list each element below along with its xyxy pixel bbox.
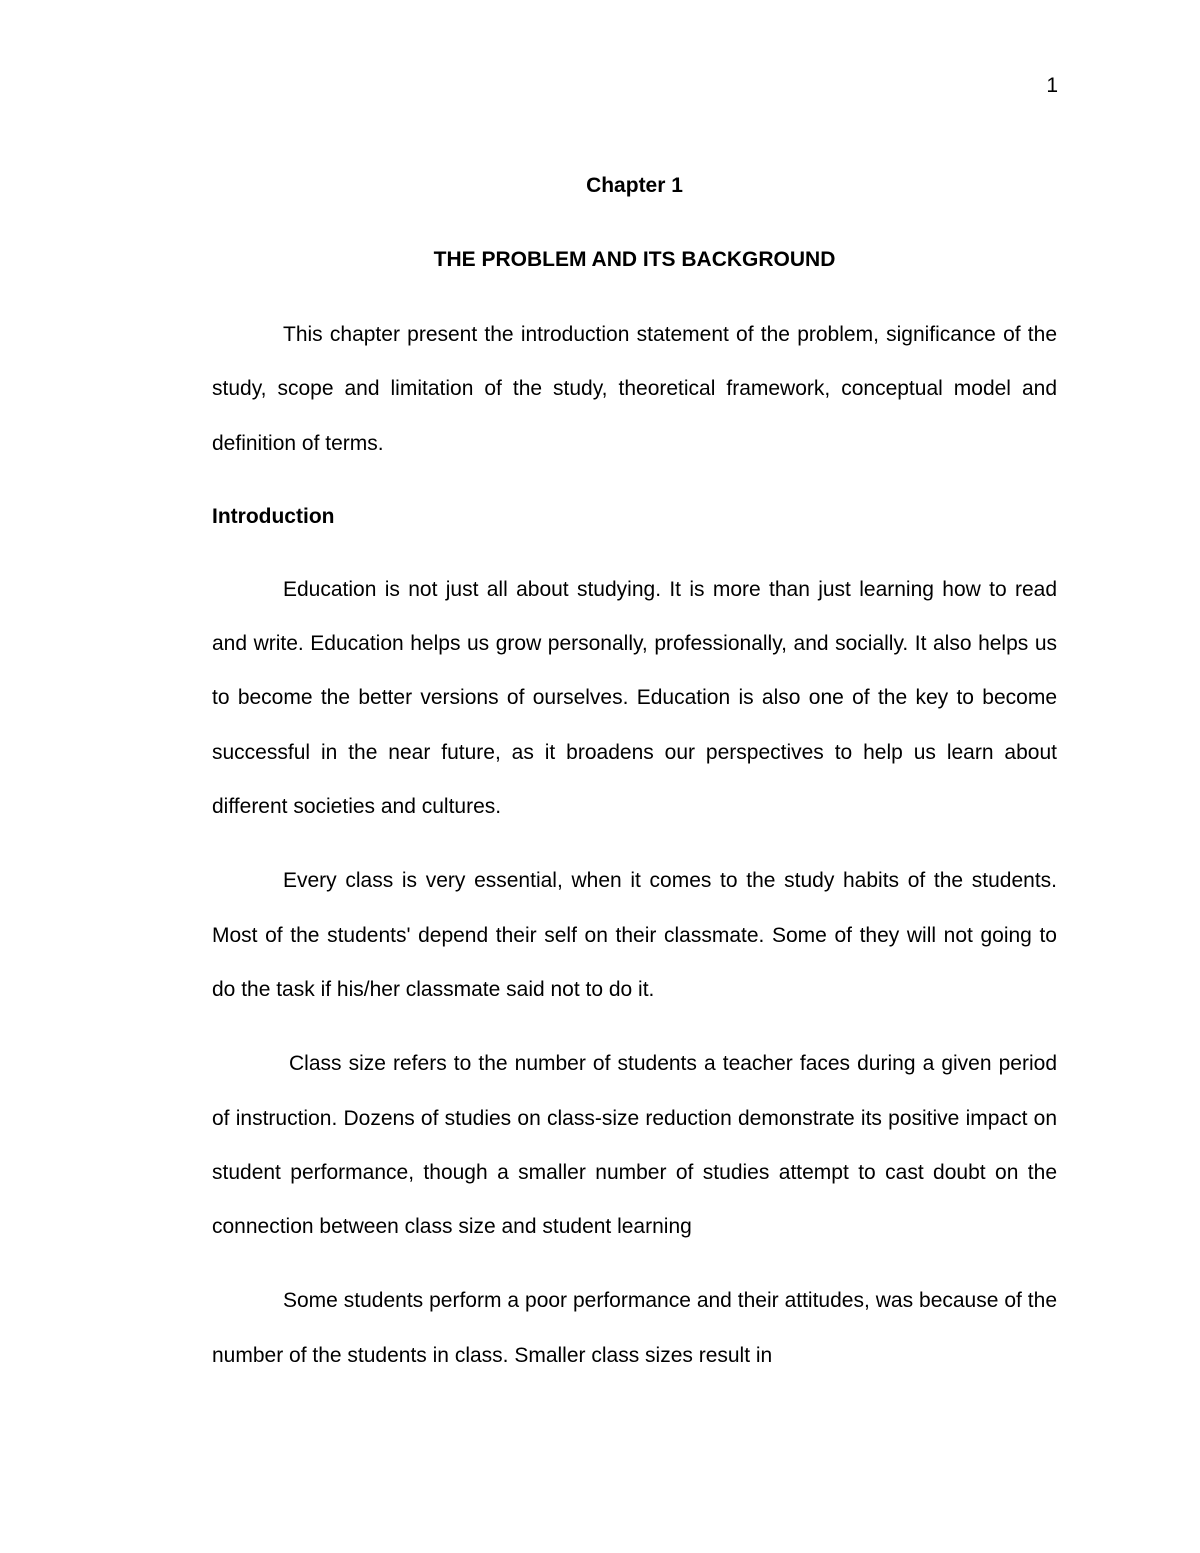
chapter-intro-paragraph: This chapter present the introduction statement of the problem, significance of the study, scope and limitation of the study, theoretical framework, conceptual model and definition of terms. bbox=[212, 323, 1057, 455]
body-paragraph: Education is not just all about studying. It is more than just learning how to read and write. Education helps us grow personally, professionally, and socially. It also helps us to become the better versions of ourselves. Education is also one of the key to become successful in the near future, as it broadens our perspectives to help us learn about different societies and cultures. bbox=[212, 577, 1057, 819]
body-paragraph: Class size refers to the number of students a teacher faces during a given period of instruction. Dozens of studies on class-size reduction demonstrate its positive impact on student performance, though a smaller number of studies attempt to cast doubt on the connection between class size and student learning bbox=[212, 1052, 1057, 1239]
page-number: 1 bbox=[1046, 74, 1058, 97]
body-paragraph: Some students perform a poor performance and their attitudes, was because of the number of the students in class. Smaller class sizes result in bbox=[212, 1289, 1057, 1367]
chapter-title: THE PROBLEM AND ITS BACKGROUND bbox=[433, 248, 836, 271]
section-heading-introduction: Introduction bbox=[212, 504, 335, 528]
body-paragraph: Every class is very essential, when it comes to the study habits of the students. Most of the students' depend their self on their classmate. Some of they will not going to do the task if his/her classmate said not to do it. bbox=[212, 869, 1057, 1001]
page-content bbox=[212, 171, 1057, 1383]
chapter-label: Chapter 1 bbox=[586, 174, 683, 197]
